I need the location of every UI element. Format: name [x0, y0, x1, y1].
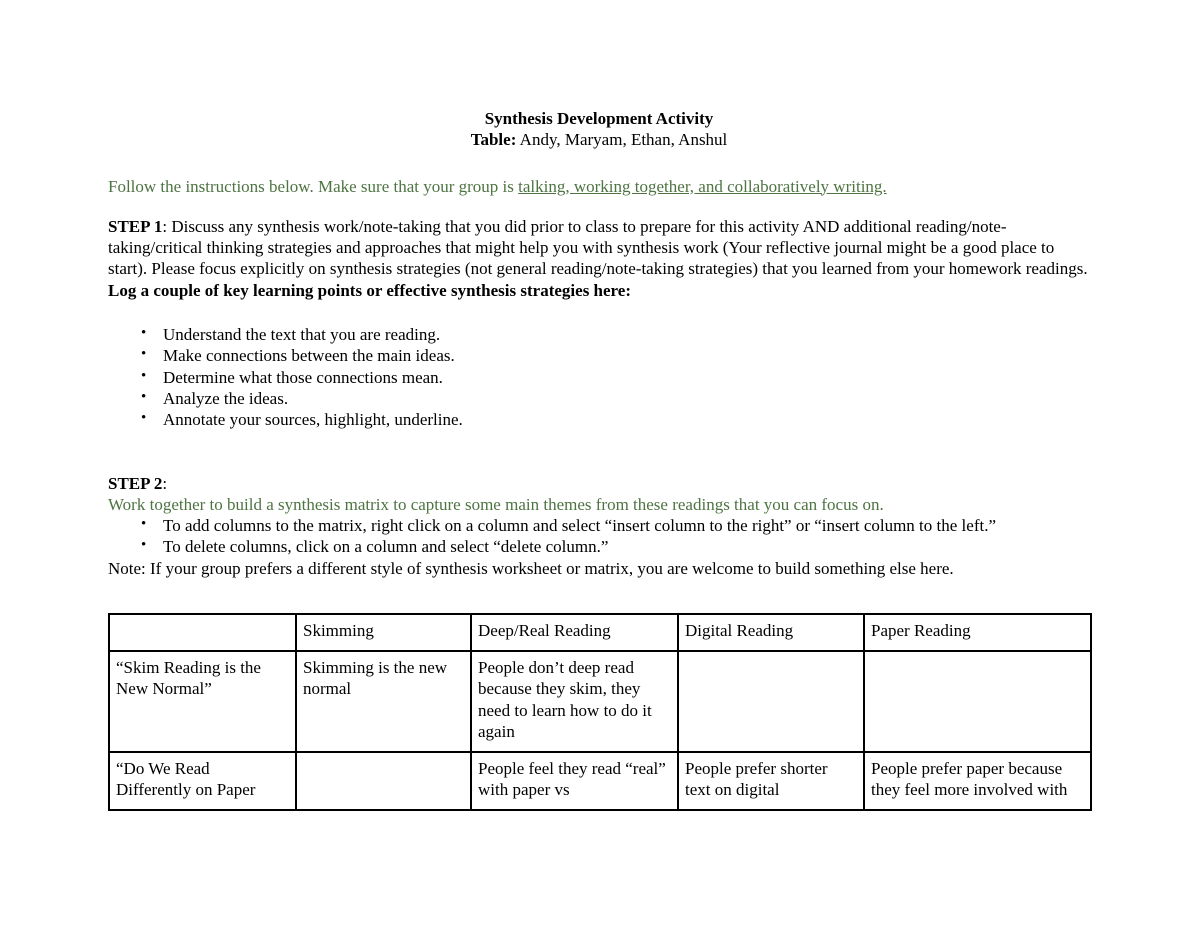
matrix-cell[interactable]: People don’t deep read because they skim, they need to learn how to do it again [471, 651, 678, 752]
list-item [141, 345, 1090, 366]
matrix-cell[interactable] [678, 651, 864, 752]
matrix-cell-text: People prefer paper because they feel more involved with [871, 759, 1068, 800]
table-members-line [108, 129, 1090, 150]
matrix-header-cell[interactable] [109, 614, 296, 651]
list-item-text: Annotate your sources, highlight, underline. [163, 410, 463, 430]
bullet-icon: • [141, 325, 147, 342]
bullet-icon: • [141, 388, 147, 405]
matrix-row [109, 651, 1091, 752]
step2-label: STEP 2 [108, 473, 163, 493]
list-item-text: To delete columns, click on a column and select “delete column.” [163, 537, 609, 557]
list-item [141, 388, 1090, 409]
step1-body-text: : Discuss any synthesis work/note-taking that you did prior to class to prepare for this activity AND additional reading/note-taking/critical thinking strategies and approaches that might help you with synthesis work (Your reflective journal might be a good place to start). Please focus explicitly on synthesis strategies (not general reading/note-taking strategies) that you learned from your homework readings. [108, 216, 1088, 279]
page-title: Synthesis Development Activity [484, 109, 714, 128]
intro-instructions [108, 176, 1090, 197]
step2-instruction: Work together to build a synthesis matrix to capture some main themes from these readings that you can focus on. [108, 494, 884, 514]
step2-heading [108, 473, 1090, 494]
matrix-header-row [109, 614, 1091, 651]
synthesis-matrix-table [108, 613, 1092, 811]
matrix-header-cell[interactable]: Paper Reading [864, 614, 1091, 651]
intro-underlined-text: talking, working together, and collaboratively writing. [518, 176, 887, 196]
list-item-text: Analyze the ideas. [163, 388, 289, 408]
list-item-text: To add columns to the matrix, right click on a column and select “insert column to the right” or “insert column to the left.” [163, 516, 996, 536]
step1-paragraph [108, 216, 1090, 301]
list-item [141, 536, 1090, 557]
list-item [141, 515, 1090, 536]
bullet-icon: • [141, 346, 147, 363]
list-item [141, 367, 1090, 388]
step1-label: STEP 1 [108, 216, 163, 236]
list-item-text: Understand the text that you are reading. [163, 325, 441, 345]
bullet-icon: • [141, 537, 147, 554]
matrix-cell[interactable]: Skimming is the new normal [296, 651, 471, 752]
matrix-cell[interactable] [864, 752, 1091, 810]
matrix-cell[interactable] [678, 752, 864, 810]
matrix-header-cell[interactable]: Deep/Real Reading [471, 614, 678, 651]
matrix-row [109, 752, 1091, 810]
table-label: Table: [470, 130, 517, 150]
matrix-cell[interactable] [471, 752, 678, 810]
table-members: Andy, Maryam, Ethan, Anshul [516, 130, 728, 150]
matrix-cell-text: People prefer shorter text on digital [685, 759, 828, 800]
matrix-cell-text: “Do We Read Differently on Paper [116, 759, 256, 800]
list-item [141, 324, 1090, 345]
step2-colon: : [162, 473, 168, 493]
matrix-header-cell[interactable]: Skimming [296, 614, 471, 651]
matrix-cell[interactable] [109, 752, 296, 810]
list-item [141, 409, 1090, 430]
matrix-header-cell[interactable]: Digital Reading [678, 614, 864, 651]
list-item-text: Make connections between the main ideas. [163, 346, 455, 366]
matrix-cell[interactable] [864, 651, 1091, 752]
intro-lead-text: Follow the instructions below. Make sure that your group is [108, 176, 519, 196]
bullet-icon: • [141, 410, 147, 427]
matrix-cell[interactable]: “Skim Reading is the New Normal” [109, 651, 296, 752]
step1-bold-instruction: Log a couple of key learning points or effective synthesis strategies here: [108, 280, 631, 300]
step2-bullet-list [108, 515, 1090, 558]
matrix-cell-text: People feel they read “real” with paper vs [478, 759, 666, 800]
list-item-text: Determine what those connections mean. [163, 367, 443, 387]
matrix-cell[interactable] [296, 752, 471, 810]
step1-bullet-list [108, 324, 1090, 430]
bullet-icon: • [141, 516, 147, 533]
title-block [108, 108, 1090, 151]
note-line: Note: If your group prefers a different style of synthesis worksheet or matrix, you are welcome to build something else here. [108, 558, 954, 578]
bullet-icon: • [141, 367, 147, 384]
